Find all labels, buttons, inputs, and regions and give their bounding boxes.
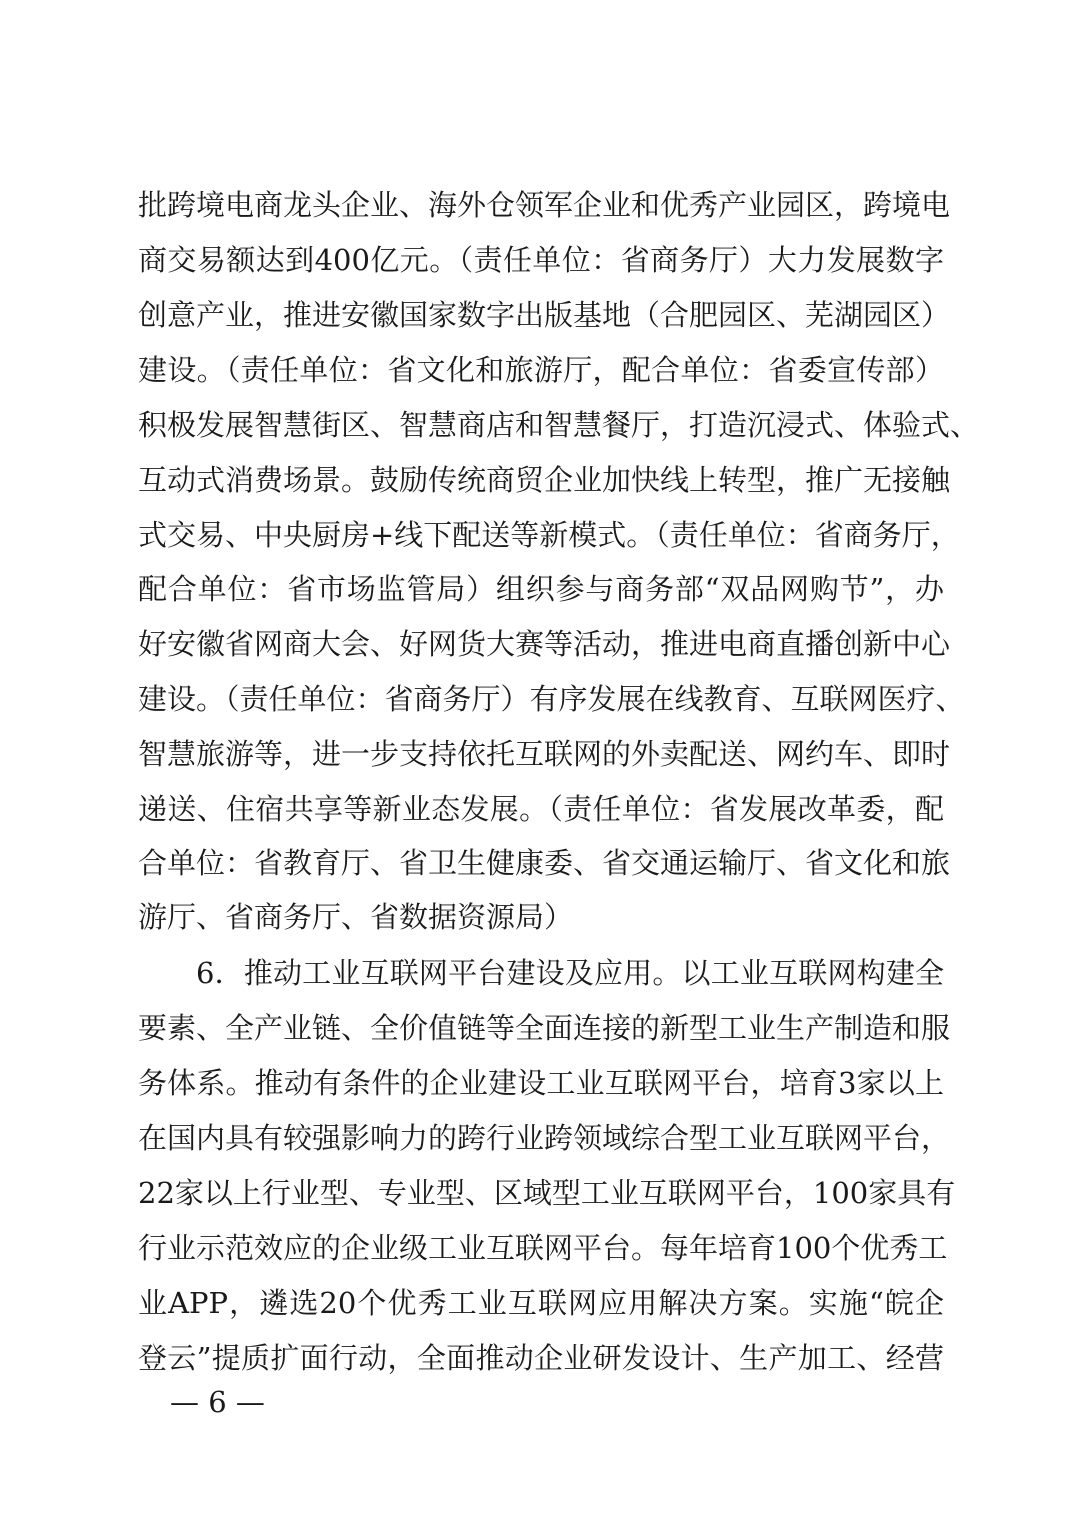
text-line: 创意产业，推进安徽国家数字出版基地（合肥园区、芜湖园区） — [138, 298, 951, 332]
text-line: 登云”提质扩面行动，全面推动企业研发设计、生产加工、经营 — [138, 1341, 944, 1375]
text-line: 建设。（责任单位：省文化和旅游厅，配合单位：省委宣传部） — [138, 353, 944, 387]
text-line: 务体系。推动有条件的企业建设工业互联网平台，培育3家以上 — [138, 1066, 944, 1100]
text-line: 配合单位：省市场监管局）组织参与商务部“双品网购节”，办 — [138, 572, 944, 606]
text-line: 合单位：省教育厅、省卫生健康委、省交通运输厅、省文化和旅 — [138, 846, 951, 880]
text-line: 互动式消费场景。鼓励传统商贸企业加快线上转型，推广无接触 — [138, 463, 951, 497]
text-line: 建设。（责任单位：省商务厅）有序发展在线教育、互联网医疗、 — [138, 682, 965, 716]
text-line: 商交易额达到400亿元。（责任单位：省商务厅）大力发展数字 — [138, 243, 944, 277]
page-number: — 6 — — [170, 1385, 265, 1419]
text-line: 22家以上行业型、专业型、区域型工业互联网平台，100家具有 — [138, 1176, 956, 1210]
text-line: 式交易、中央厨房+线下配送等新模式。（责任单位：省商务厅， — [138, 518, 960, 552]
text-line: 在国内具有较强影响力的跨行业跨领域综合型工业互联网平台， — [138, 1121, 951, 1155]
text-line: 批跨境电商龙头企业、海外仓领军企业和优秀产业园区，跨境电 — [138, 188, 951, 222]
text-line: 递送、住宿共享等新业态发展。（责任单位：省发展改革委，配 — [138, 792, 944, 826]
text-line: 业APP，遴选20个优秀工业互联网应用解决方案。实施“皖企 — [138, 1286, 944, 1320]
text-line: 积极发展智慧街区、智慧商店和智慧餐厅，打造沉浸式、体验式、 — [138, 408, 980, 442]
text-line: 智慧旅游等，进一步支持依托互联网的外卖配送、网约车、即时 — [138, 737, 951, 771]
section-heading-line: 6．推动工业互联网平台建设及应用。以工业互联网构建全 — [196, 956, 944, 990]
text-line: 行业示范效应的企业级工业互联网平台。每年培育100个优秀工 — [138, 1231, 948, 1265]
text-line: 要素、全产业链、全价值链等全面连接的新型工业生产制造和服 — [138, 1011, 951, 1045]
text-line: 好安徽省网商大会、好网货大赛等活动，推进电商直播创新中心 — [138, 627, 951, 661]
text-line: 游厅、省商务厅、省数据资源局） — [138, 900, 574, 934]
